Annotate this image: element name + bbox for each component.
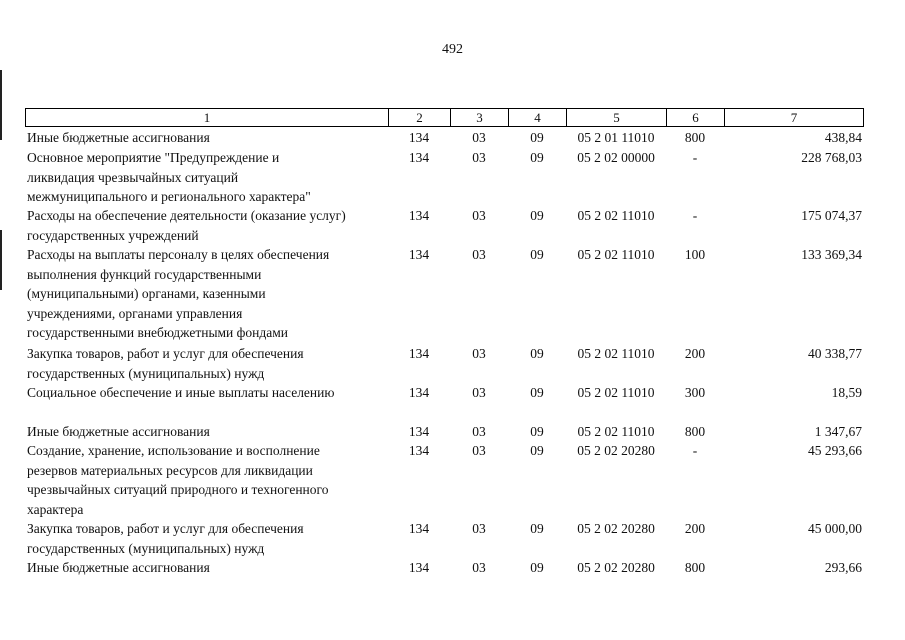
row-code: 134	[408, 346, 430, 361]
row-expense-type: -	[692, 208, 698, 223]
row-name: Создание, хранение, использование и восполнение резервов материальных ресурсов для ликвидации чрезвычайных ситуаций природного и техногенного характера	[27, 443, 329, 517]
row-expense-type: 300	[684, 385, 706, 400]
row-expense-type: 800	[684, 424, 706, 439]
row-expense-type: 200	[684, 521, 706, 536]
row-sum: 40 338,77	[808, 346, 862, 361]
row-subsection: 09	[530, 424, 544, 439]
row-name: Социальное обеспечение и иные выплаты населению	[27, 385, 335, 400]
row-sum: 45 000,00	[808, 521, 862, 536]
row-name: Расходы на выплаты персоналу в целях обеспечения выполнения функций государственными (муниципальными) органами, казенными учреждениями, органами управления государственными внебюджетными фондами	[27, 247, 330, 340]
row-name: Иные бюджетные ассигнования	[27, 130, 210, 145]
row-subsection: 09	[530, 130, 544, 145]
row-section: 03	[472, 560, 486, 575]
row-name: Иные бюджетные ассигнования	[27, 424, 210, 439]
row-name: Расходы на обеспечение деятельности (оказание услуг) государственных учреждений	[27, 208, 346, 243]
row-code: 134	[408, 443, 430, 458]
row-target-code: 05 2 02 11010	[577, 385, 655, 400]
row-code: 134	[408, 385, 430, 400]
row-subsection: 09	[530, 560, 544, 575]
row-code: 134	[408, 424, 430, 439]
row-code: 134	[408, 560, 430, 575]
row-expense-type: 200	[684, 346, 706, 361]
row-section: 03	[472, 443, 486, 458]
row-sum: 45 293,66	[808, 443, 862, 458]
row-sum: 293,66	[824, 560, 862, 575]
column-header-type: 6	[667, 109, 725, 126]
row-target-code: 05 2 02 11010	[577, 247, 655, 262]
row-expense-type: 800	[684, 130, 706, 145]
page-number: 492	[442, 42, 463, 57]
row-name: Иные бюджетные ассигнования	[27, 560, 210, 575]
row-target-code: 05 2 02 00000	[577, 150, 655, 165]
scan-edge-line	[0, 70, 2, 140]
row-subsection: 09	[530, 247, 544, 262]
column-header-target: 5	[567, 109, 667, 126]
row-target-code: 05 2 02 11010	[577, 424, 655, 439]
row-subsection: 09	[530, 346, 544, 361]
row-sum: 175 074,37	[801, 208, 862, 223]
row-subsection: 09	[530, 150, 544, 165]
row-subsection: 09	[530, 208, 544, 223]
row-target-code: 05 2 02 20280	[577, 521, 655, 536]
row-code: 134	[408, 247, 430, 262]
row-target-code: 05 2 01 11010	[577, 130, 655, 145]
row-sum: 18,59	[831, 385, 862, 400]
row-section: 03	[472, 247, 486, 262]
column-header-sum: 7	[790, 110, 798, 125]
row-target-code: 05 2 02 11010	[577, 208, 655, 223]
row-target-code: 05 2 02 11010	[577, 346, 655, 361]
row-section: 03	[472, 150, 486, 165]
row-sum: 1 347,67	[814, 424, 862, 439]
row-name: Основное мероприятие "Предупреждение и ликвидация чрезвычайных ситуаций межмуниципального и регионального характера"	[27, 150, 311, 204]
row-expense-type: 100	[684, 247, 706, 262]
row-subsection: 09	[530, 385, 544, 400]
row-section: 03	[472, 346, 486, 361]
column-header-name: 1	[26, 109, 389, 126]
row-sum: 438,84	[824, 130, 862, 145]
row-code: 134	[408, 150, 430, 165]
row-name: Закупка товаров, работ и услуг для обеспечения государственных (муниципальных) нужд	[27, 521, 304, 556]
row-section: 03	[472, 130, 486, 145]
row-expense-type: -	[692, 150, 698, 165]
row-expense-type: 800	[684, 560, 706, 575]
row-subsection: 09	[530, 443, 544, 458]
table-header	[25, 108, 864, 127]
row-section: 03	[472, 385, 486, 400]
row-section: 03	[472, 424, 486, 439]
row-target-code: 05 2 02 20280	[577, 560, 655, 575]
row-code: 134	[408, 130, 430, 145]
row-name: Закупка товаров, работ и услуг для обеспечения государственных (муниципальных) нужд	[27, 346, 304, 381]
column-header-section: 3	[451, 109, 509, 126]
row-subsection: 09	[530, 521, 544, 536]
column-header-subsection: 4	[509, 109, 567, 126]
row-sum: 228 768,03	[801, 150, 862, 165]
row-code: 134	[408, 208, 430, 223]
row-section: 03	[472, 521, 486, 536]
row-code: 134	[408, 521, 430, 536]
scan-edge-line	[0, 230, 2, 290]
row-section: 03	[472, 208, 486, 223]
row-target-code: 05 2 02 20280	[577, 443, 655, 458]
row-sum: 133 369,34	[801, 247, 862, 262]
column-header-code: 2	[389, 109, 451, 126]
row-expense-type: -	[692, 443, 698, 458]
